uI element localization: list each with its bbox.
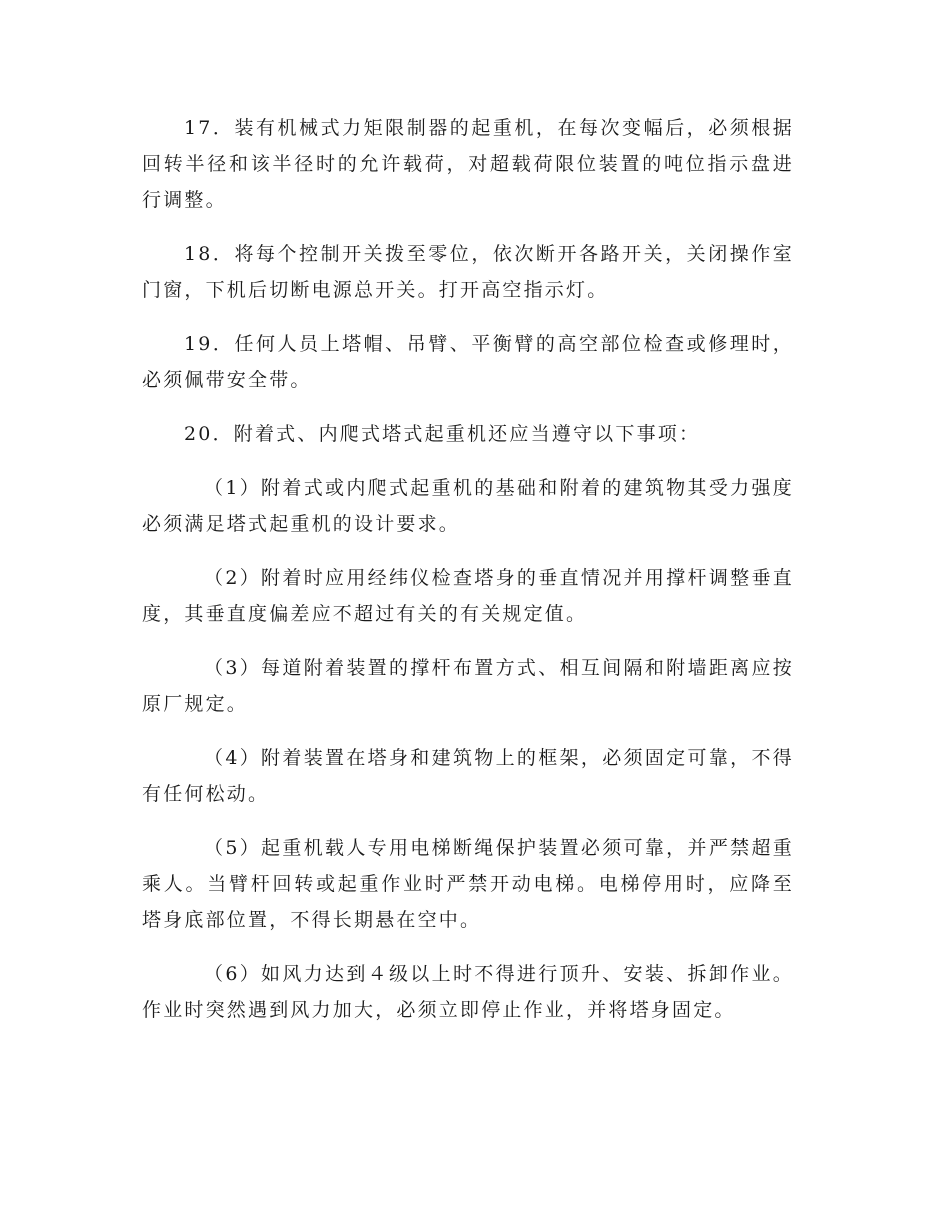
- paragraph-item-17: 17．装有机械式力矩限制器的起重机，在每次变幅后，必须根据回转半径和该半径时的允许载荷，对超载荷限位装置的吨位指示盘进行调整。: [142, 117, 794, 211]
- paragraph-spacer: [142, 542, 794, 560]
- paragraph-spacer: [142, 812, 794, 830]
- paragraph-spacer: [142, 308, 794, 326]
- paragraph-spacer: [142, 722, 794, 740]
- document-body: [142, 110, 794, 1028]
- paragraph-spacer: [142, 398, 794, 416]
- paragraph-item-20: 20．附着式、内爬式塔式起重机还应当遵守以下事项：: [184, 423, 701, 445]
- paragraph-spacer: [142, 632, 794, 650]
- paragraph-subitem-4: （4）附着装置在塔身和建筑物上的框架，必须固定可靠，不得有任何松动。: [142, 747, 794, 805]
- paragraph-spacer: [142, 218, 794, 236]
- paragraph-item-18: 18．将每个控制开关拨至零位，依次断开各路开关，关闭操作室门窗，下机后切断电源总开关。打开高空指示灯。: [142, 243, 794, 301]
- paragraph-subitem-2: （2）附着时应用经纬仪检查塔身的垂直情况并用撑杆调整垂直度，其垂直度偏差应不超过有关的有关规定值。: [142, 567, 794, 625]
- paragraph-subitem-3: （3）每道附着装置的撑杆布置方式、相互间隔和附墙距离应按原厂规定。: [142, 657, 794, 715]
- paragraph-subitem-5: （5）起重机载人专用电梯断绳保护装置必须可靠，并严禁超重乘人。当臂杆回转或起重作业时严禁开动电梯。电梯停用时，应降至塔身底部位置，不得长期悬在空中。: [142, 837, 794, 931]
- paragraph-subitem-1: （1）附着式或内爬式起重机的基础和附着的建筑物其受力强度必须满足塔式起重机的设计要求。: [142, 477, 794, 535]
- paragraph-spacer: [142, 452, 794, 470]
- paragraph-item-19: 19．任何人员上塔帽、吊臂、平衡臂的高空部位检查或修理时，必须佩带安全带。: [142, 333, 794, 391]
- paragraph-spacer: [142, 938, 794, 956]
- paragraph-subitem-6: （6）如风力达到４级以上时不得进行顶升、安装、拆卸作业。作业时突然遇到风力加大，必须立即停止作业，并将塔身固定。: [142, 963, 794, 1021]
